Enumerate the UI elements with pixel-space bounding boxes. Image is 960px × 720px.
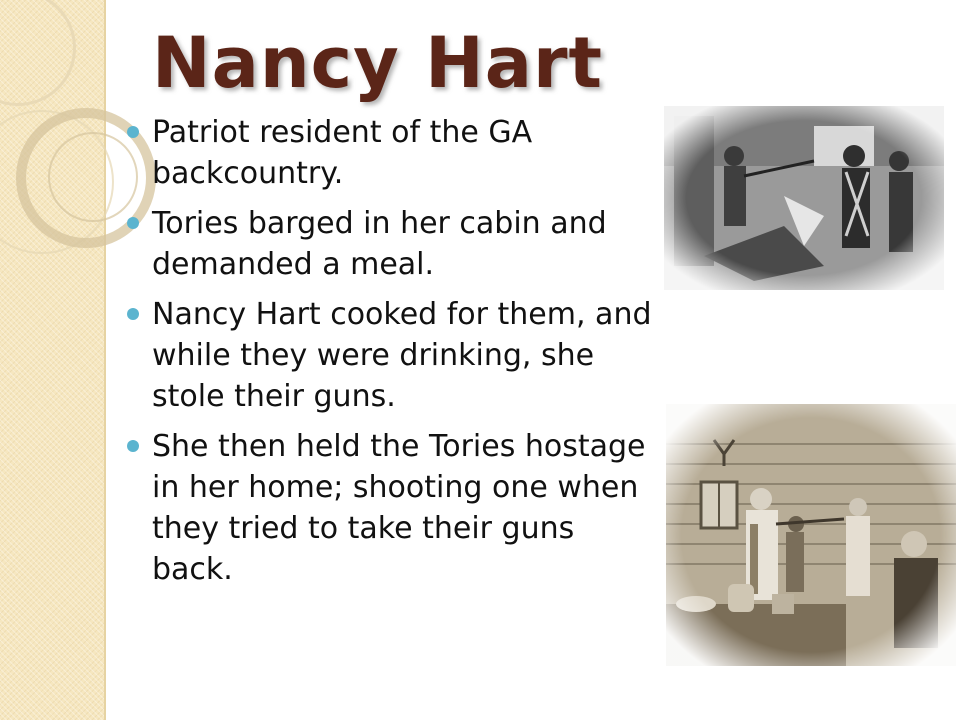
bullet-dot-icon <box>127 440 139 452</box>
bullet-item <box>120 426 655 590</box>
bullet-item <box>120 294 655 417</box>
bullet-text: Patriot resident of the GA backcountry. <box>152 115 533 191</box>
bullet-list <box>120 112 655 599</box>
bullet-dot-icon <box>127 308 139 320</box>
bullet-text: Nancy Hart cooked for them, and while they were drinking, she stole their guns. <box>152 297 652 414</box>
bullet-text: She then held the Tories hostage in her home; shooting one when they tried to take their guns back. <box>152 429 646 587</box>
bullet-text: Tories barged in her cabin and demanded a meal. <box>152 206 607 282</box>
bullet-dot-icon <box>127 126 139 138</box>
slide-title: Nancy Hart <box>152 22 603 104</box>
bullet-dot-icon <box>127 217 139 229</box>
cabin-diorama-image <box>666 404 956 666</box>
bullet-item <box>120 112 655 194</box>
engraving-image <box>664 106 944 290</box>
bullet-item <box>120 203 655 285</box>
decorative-side-band <box>0 0 106 720</box>
decorative-circle <box>0 0 76 106</box>
